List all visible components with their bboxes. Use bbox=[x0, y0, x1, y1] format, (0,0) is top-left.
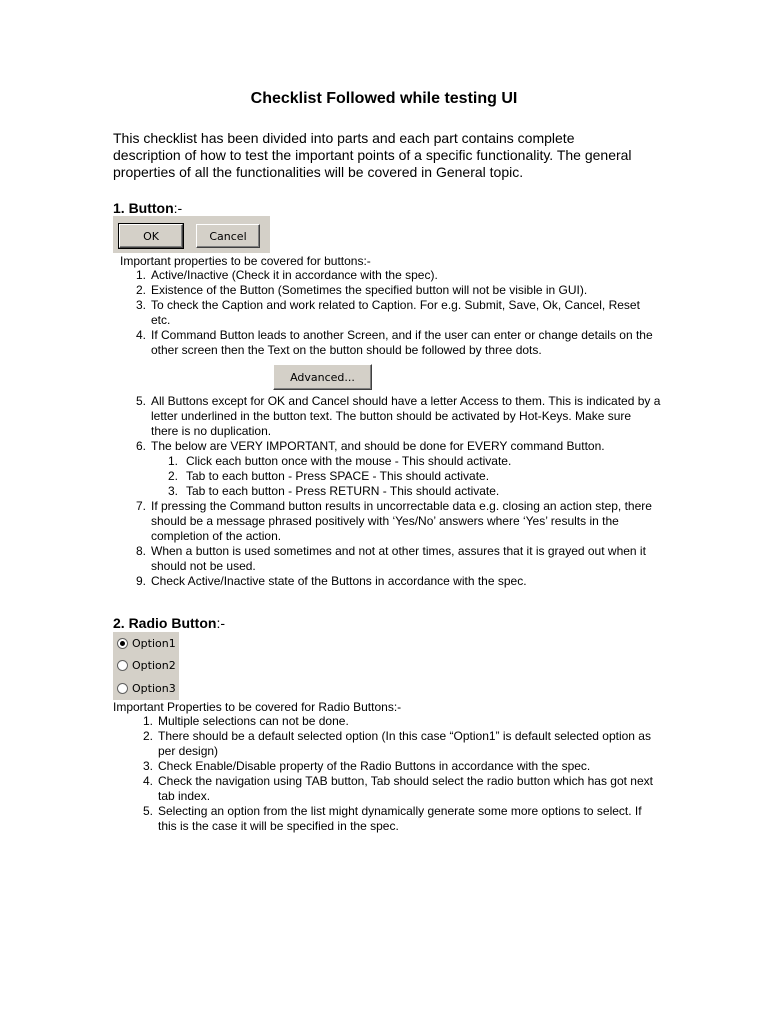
list-item bbox=[135, 283, 661, 298]
radio-properties-list bbox=[142, 714, 658, 834]
list-item-number: 1. bbox=[135, 268, 146, 282]
list-item bbox=[142, 714, 658, 729]
button-heading-text: 1. Button bbox=[113, 200, 174, 216]
list-item-text: If Command Button leads to another Screen, and if the user can enter or change details on the other screen then the Text on the button should be followed by three dots. bbox=[151, 328, 653, 357]
list-item bbox=[142, 729, 658, 759]
radio-properties-lead: Important Properties to be covered for Radio Buttons:- bbox=[113, 700, 402, 714]
list-item-text: To check the Caption and work related to Caption. For e.g. Submit, Save, Ok, Cancel, Reset etc. bbox=[151, 298, 640, 327]
list-item-number: 7. bbox=[135, 499, 146, 513]
radio-option-1[interactable] bbox=[117, 636, 176, 652]
list-item-text: Check Active/Inactive state of the Buttons in accordance with the spec. bbox=[151, 574, 527, 588]
sublist-item-text: Tab to each button - Press SPACE - This should activate. bbox=[186, 469, 490, 483]
list-item bbox=[135, 268, 661, 283]
radio-heading-suffix: :- bbox=[216, 615, 225, 631]
button-section-heading bbox=[113, 200, 182, 216]
advanced-button-row bbox=[151, 358, 661, 394]
sublist-item bbox=[168, 454, 661, 469]
radio-option-2[interactable] bbox=[117, 658, 176, 674]
list-item-number: 5. bbox=[142, 804, 153, 818]
list-item-text: Selecting an option from the list might dynamically generate some more options to select. If this is the case it will be specified in the spec. bbox=[158, 804, 642, 833]
list-item bbox=[135, 574, 661, 589]
list-item-text: There should be a default selected option (In this case “Option1” is default selected option as per design) bbox=[158, 729, 651, 758]
list-item-text: Check the navigation using TAB button, Tab should select the radio button which has got next tab index. bbox=[158, 774, 653, 803]
list-item bbox=[142, 804, 658, 834]
list-item-number: 4. bbox=[135, 328, 146, 342]
list-item bbox=[135, 394, 661, 439]
list-item-text: Check Enable/Disable property of the Radio Buttons in accordance with the spec. bbox=[158, 759, 591, 773]
list-item bbox=[135, 298, 661, 328]
radio-option-label: Option1 bbox=[132, 637, 176, 650]
radio-heading-text: 2. Radio Button bbox=[113, 615, 217, 631]
sublist-item-number: 3. bbox=[168, 484, 179, 498]
list-item-number: 4. bbox=[142, 774, 153, 788]
radio-section-heading bbox=[113, 615, 225, 631]
sublist-item-text: Tab to each button - Press RETURN - This should activate. bbox=[186, 484, 500, 498]
sublist-item bbox=[168, 469, 661, 484]
radio-option-label: Option3 bbox=[132, 682, 176, 695]
list-item bbox=[142, 774, 658, 804]
list-item-number: 3. bbox=[135, 298, 146, 312]
list-item-text: If pressing the Command button results in uncorrectable data e.g. closing an action step, there should be a message phrased positively with ‘Yes/No’ answers where ‘Yes’ results in the completion of the action. bbox=[151, 499, 652, 543]
advanced-button[interactable]: Advanced... bbox=[273, 364, 372, 390]
list-item-text: Multiple selections can not be done. bbox=[158, 714, 349, 728]
cancel-button[interactable]: Cancel bbox=[196, 224, 260, 248]
list-item-number: 3. bbox=[142, 759, 153, 773]
radio-sample-panel bbox=[113, 632, 179, 700]
list-item bbox=[135, 328, 661, 394]
list-item-number: 1. bbox=[142, 714, 153, 728]
intro-paragraph: This checklist has been divided into parts and each part contains complete description of how to test the important points of a specific functionality. The general properties of all the functionalities will be covered in General topic. bbox=[113, 130, 632, 180]
radio-checked-icon[interactable] bbox=[117, 638, 128, 649]
radio-option-label: Option2 bbox=[132, 659, 176, 672]
list-item-text: Active/Inactive (Check it in accordance with the spec). bbox=[151, 268, 438, 282]
list-item-number: 2. bbox=[135, 283, 146, 297]
list-item-number: 2. bbox=[142, 729, 153, 743]
sublist-item bbox=[168, 484, 661, 499]
radio-unchecked-icon[interactable] bbox=[117, 683, 128, 694]
document-title: Checklist Followed while testing UI bbox=[250, 90, 518, 107]
sublist-item-text: Click each button once with the mouse - This should activate. bbox=[186, 454, 512, 468]
radio-unchecked-icon[interactable] bbox=[117, 660, 128, 671]
button-properties-lead: Important properties to be covered for buttons:- bbox=[120, 254, 371, 268]
ok-button[interactable]: OK bbox=[119, 224, 183, 248]
list-item bbox=[135, 439, 661, 499]
list-item-number: 5. bbox=[135, 394, 146, 408]
list-item-text: All Buttons except for OK and Cancel should have a letter Access to them. This is indicated by a letter underlined in the button text. The button should be activated by Hot-Keys. Make sure there is no duplication. bbox=[151, 394, 661, 438]
button-properties-list bbox=[135, 268, 661, 589]
list-item-number: 6. bbox=[135, 439, 146, 453]
list-item-text: The below are VERY IMPORTANT, and should be done for EVERY command Button. bbox=[151, 439, 605, 453]
list-item bbox=[135, 499, 661, 544]
button-sample-panel bbox=[113, 216, 270, 253]
sublist-item-number: 1. bbox=[168, 454, 179, 468]
radio-option-3[interactable] bbox=[117, 681, 176, 697]
list-item bbox=[142, 759, 658, 774]
list-item-number: 8. bbox=[135, 544, 146, 558]
list-item-number: 9. bbox=[135, 574, 146, 588]
button-heading-suffix: :- bbox=[173, 200, 183, 216]
command-button-sublist bbox=[168, 454, 661, 499]
sublist-item-number: 2. bbox=[168, 469, 179, 483]
list-item-text: When a button is used sometimes and not at other times, assures that it is grayed out when it should not be used. bbox=[151, 544, 646, 573]
list-item-text: Existence of the Button (Sometimes the specified button will not be visible in GUI). bbox=[151, 283, 588, 297]
list-item bbox=[135, 544, 661, 574]
